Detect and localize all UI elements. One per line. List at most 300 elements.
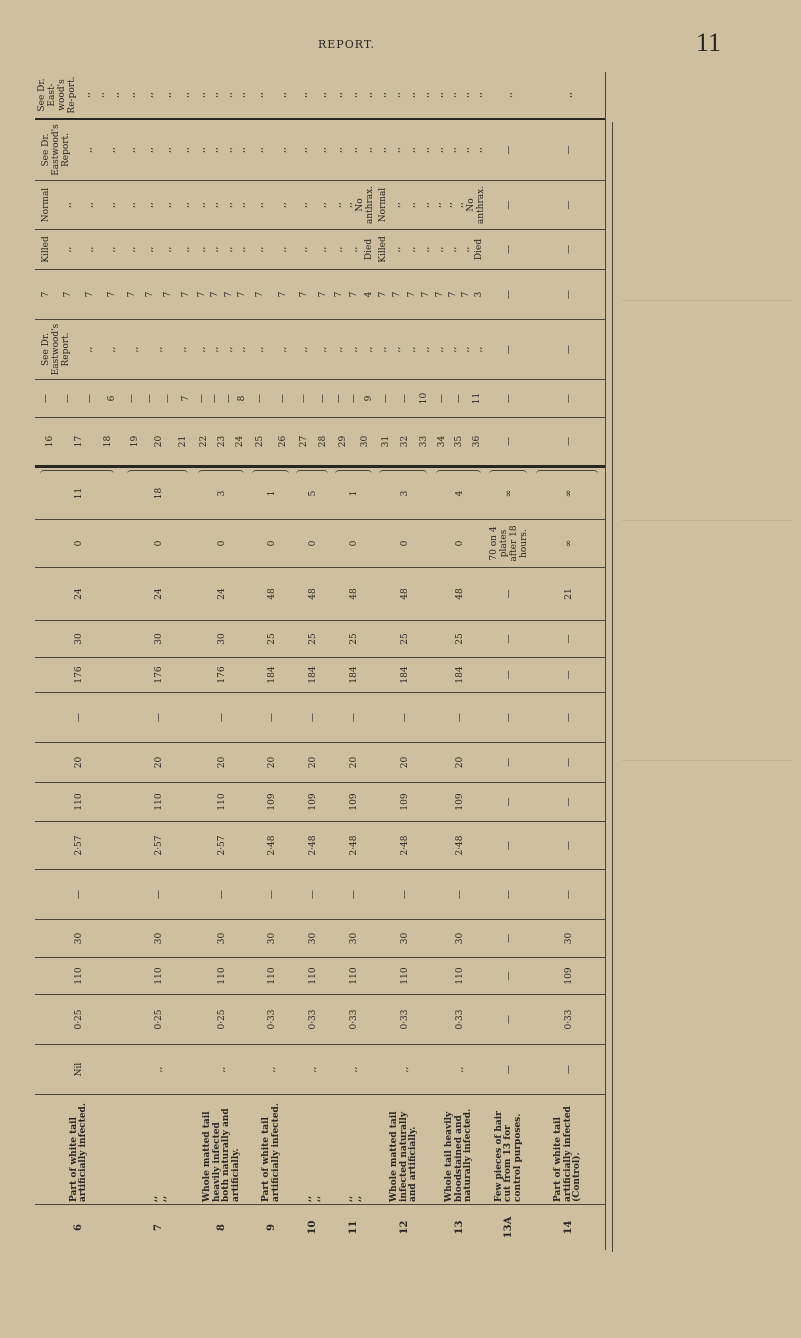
table-cell-c176 bbox=[376, 658, 433, 693]
cell-value: ,, bbox=[277, 346, 288, 353]
cell-value: ,, bbox=[348, 346, 359, 353]
cell-value: Whole matted tail infected naturally and artificially. bbox=[389, 1111, 419, 1202]
cell-value: 184 bbox=[266, 666, 277, 684]
table-cell-c110b bbox=[332, 958, 376, 995]
cell-value: ,, bbox=[196, 346, 207, 353]
table-cell-c20 bbox=[35, 743, 123, 783]
table-cell-brace bbox=[249, 468, 294, 520]
cell-value: Part of white tail artificially infected. bbox=[261, 1103, 281, 1202]
table-cell-brace bbox=[123, 468, 195, 520]
cell-value: 30 bbox=[154, 633, 164, 645]
table-cell-no bbox=[35, 1205, 123, 1250]
cell-value: Part of white tail artificially infected. bbox=[68, 1103, 88, 1202]
table-cell-killed bbox=[433, 230, 486, 270]
table-cell-dash bbox=[294, 380, 332, 418]
cell-value: 2·57 bbox=[154, 835, 164, 856]
cell-value: ,, bbox=[255, 346, 266, 353]
cell-value: ,, bbox=[348, 147, 359, 153]
cell-value: — bbox=[399, 713, 410, 722]
cell-value: 30 bbox=[308, 932, 318, 945]
cell-value: ,, bbox=[181, 246, 191, 253]
table-cell-dash2 bbox=[249, 693, 294, 743]
cell-value: — bbox=[145, 394, 155, 403]
cell-value: 30 bbox=[217, 932, 227, 945]
table-cell-dash2 bbox=[294, 693, 332, 743]
cell-value: 20 bbox=[266, 756, 277, 769]
cell-value: 176 bbox=[217, 666, 227, 684]
table-cell-no bbox=[123, 1205, 195, 1250]
table-cell-c110b bbox=[123, 958, 195, 995]
brace-mark bbox=[536, 470, 597, 475]
cell-value: 18 bbox=[103, 435, 114, 448]
cell-value: 25 bbox=[454, 633, 465, 645]
cell-value: No anthrax. bbox=[355, 185, 376, 225]
cell-value: 110 bbox=[154, 793, 164, 811]
cell-value: — bbox=[349, 890, 359, 899]
cell-value: 7 bbox=[223, 291, 234, 298]
table-cell-c176 bbox=[123, 658, 195, 693]
cell-value: ,, bbox=[127, 246, 137, 253]
cell-value: ,, bbox=[444, 202, 455, 208]
cell-value: 7 bbox=[85, 291, 95, 298]
cell-value: — bbox=[563, 713, 574, 722]
cell-value: 7 bbox=[196, 291, 207, 298]
table-cell-c7 bbox=[433, 270, 486, 320]
cell-value: — bbox=[563, 634, 574, 644]
cell-value: 0·25 bbox=[154, 1009, 164, 1030]
table-cell-zero bbox=[486, 520, 532, 568]
table-cell-dash2 bbox=[376, 693, 433, 743]
cell-value: ,, bbox=[461, 246, 472, 253]
cell-value: ,, bbox=[433, 202, 444, 208]
cell-value: ,, bbox=[392, 92, 403, 98]
table-cell-c30 bbox=[294, 621, 332, 658]
cell-value: 11 bbox=[74, 487, 84, 500]
table-cell-zero bbox=[249, 520, 294, 568]
table-cell-E1 bbox=[123, 72, 195, 120]
cell-value: ,, bbox=[255, 202, 266, 208]
cell-value: 20 bbox=[349, 756, 359, 769]
cell-value: ,, bbox=[447, 246, 458, 253]
table-cell-c7 bbox=[35, 270, 123, 320]
cell-value: ,, bbox=[127, 92, 137, 98]
cell-value: ,, bbox=[277, 147, 288, 153]
cell-value: ,, bbox=[298, 92, 309, 98]
cell-value: 7 bbox=[41, 291, 51, 298]
cell-value: 7 bbox=[255, 291, 266, 298]
table-cell-zero bbox=[376, 520, 433, 568]
table-cell-c20 bbox=[433, 743, 486, 783]
cell-value: 176 bbox=[74, 666, 84, 684]
cell-value: — bbox=[454, 713, 465, 722]
table-cell-dash3 bbox=[35, 870, 123, 920]
table-cell-E1 bbox=[294, 72, 332, 120]
cell-value: Died bbox=[363, 238, 374, 261]
cell-value: ,, bbox=[210, 147, 221, 153]
table-cell-dash3 bbox=[376, 870, 433, 920]
table-cell-nil bbox=[195, 1045, 249, 1095]
cell-value: — bbox=[563, 245, 574, 254]
cell-value: — bbox=[277, 394, 288, 403]
cell-value: — bbox=[196, 394, 207, 403]
cell-value: 24 bbox=[217, 588, 227, 600]
cell-value: ,, bbox=[223, 202, 234, 208]
cell-value: ,, bbox=[181, 147, 191, 153]
table-cell-c176 bbox=[249, 658, 294, 693]
table-cell-c025 bbox=[532, 995, 605, 1045]
cell-value: ,, bbox=[127, 202, 137, 208]
cell-value: 7 bbox=[378, 291, 389, 298]
cell-value: ,, bbox=[277, 202, 288, 208]
table-cell-c176 bbox=[433, 658, 486, 693]
table-cell-c7 bbox=[332, 270, 376, 320]
cell-value: 6 bbox=[107, 395, 117, 402]
cell-value: Few pieces of hair cut from 13 for control purposes. bbox=[493, 1111, 523, 1202]
cell-value: ,, bbox=[163, 246, 173, 253]
table-cell-c176 bbox=[486, 658, 532, 693]
table-cell-sub bbox=[532, 418, 605, 468]
cell-value: 8 bbox=[216, 1224, 227, 1231]
cell-value: ,, bbox=[353, 1195, 363, 1202]
table-cell-killed bbox=[532, 230, 605, 270]
cell-value: 176 bbox=[154, 666, 164, 684]
cell-value: ,, bbox=[127, 147, 137, 153]
cell-value: 24 bbox=[235, 435, 245, 448]
table-cell-dash2 bbox=[433, 693, 486, 743]
cell-value: — bbox=[154, 713, 164, 722]
cell-value: ,, bbox=[145, 147, 155, 153]
table-cell-c110a bbox=[433, 783, 486, 822]
cell-value: ,, bbox=[154, 1066, 164, 1073]
table-cell-c110b bbox=[35, 958, 123, 995]
table-cell-nil bbox=[123, 1045, 195, 1095]
cell-value: — bbox=[563, 841, 574, 850]
cell-value: ,, bbox=[237, 246, 248, 253]
table-cell-E3 bbox=[532, 320, 605, 380]
table-cell-dash3 bbox=[249, 870, 294, 920]
brace-mark bbox=[252, 470, 290, 475]
table-cell-no bbox=[532, 1205, 605, 1250]
cell-value: 30 bbox=[349, 932, 359, 945]
table-cell-E1 bbox=[376, 72, 433, 120]
table-cell-desc bbox=[376, 1095, 433, 1205]
cell-value: ,, bbox=[163, 202, 173, 208]
table-cell-c110b bbox=[195, 958, 249, 995]
cell-value: ,, bbox=[317, 147, 328, 153]
cell-value: 0·33 bbox=[454, 1009, 465, 1030]
table-cell-c30b bbox=[332, 920, 376, 958]
cell-value: — bbox=[504, 1065, 514, 1074]
table-cell-dash bbox=[433, 380, 486, 418]
cell-value: ,, bbox=[461, 346, 472, 353]
table-cell-zero bbox=[35, 520, 123, 568]
cell-value: ,, bbox=[334, 246, 345, 253]
cell-value: — bbox=[298, 394, 309, 403]
table-cell-normal bbox=[332, 181, 376, 230]
cell-value: 20 bbox=[399, 756, 410, 769]
cell-value: 9 bbox=[265, 1224, 277, 1231]
cell-value: 110 bbox=[308, 967, 318, 985]
cell-value: 0·25 bbox=[74, 1009, 84, 1030]
cell-value: ,, bbox=[145, 92, 155, 98]
table-cell-E2 bbox=[332, 120, 376, 181]
cell-value: — bbox=[504, 890, 514, 899]
cell-value: 25 bbox=[266, 633, 277, 645]
cell-value: ,, bbox=[237, 92, 248, 98]
table-cell-c257 bbox=[35, 822, 123, 870]
cell-value: — bbox=[504, 200, 514, 210]
cell-value: — bbox=[504, 290, 514, 299]
table-cell-sub bbox=[123, 418, 195, 468]
cell-value: Part of white tail artificially infected (Control). bbox=[553, 1106, 583, 1202]
cell-value: ,, bbox=[447, 92, 458, 98]
cell-value: 19 bbox=[130, 435, 140, 448]
cell-value: 109 bbox=[266, 793, 277, 811]
table-cell-c7 bbox=[486, 270, 532, 320]
cell-value: ,, bbox=[83, 346, 94, 353]
cell-value: ,, bbox=[474, 346, 485, 353]
cell-value: 7 bbox=[392, 291, 403, 298]
cell-value: — bbox=[504, 589, 514, 599]
brace-mark bbox=[489, 470, 528, 475]
cell-value: ,, bbox=[563, 92, 574, 98]
cell-value: — bbox=[504, 345, 514, 354]
table-cell-c025 bbox=[486, 995, 532, 1045]
cell-value: 3 bbox=[474, 291, 485, 298]
cell-value: 110 bbox=[349, 967, 359, 985]
table-cell-c24 bbox=[249, 568, 294, 621]
table-cell-c30 bbox=[486, 621, 532, 658]
cell-value: — bbox=[504, 670, 514, 680]
cell-value: 24 bbox=[154, 588, 164, 600]
cell-value: See Dr. Eastwood's Report. bbox=[41, 124, 72, 176]
table-cell-dash2 bbox=[332, 693, 376, 743]
cell-value: See Dr. Eastwood's Report. bbox=[41, 323, 72, 376]
cell-value: 28 bbox=[317, 435, 328, 448]
cell-value: 26 bbox=[277, 435, 288, 448]
cell-value: 0 bbox=[308, 540, 318, 547]
table-cell-c30b bbox=[532, 920, 605, 958]
cell-value: 110 bbox=[217, 967, 227, 985]
cell-value: ,, bbox=[312, 1195, 322, 1202]
cell-value: Whole matted tail heavily infected both naturally and artificially. bbox=[202, 1108, 241, 1202]
cell-value: 48 bbox=[454, 588, 465, 600]
table-cell-desc bbox=[332, 1095, 376, 1205]
table-cell-c20 bbox=[486, 743, 532, 783]
cell-value: ,, bbox=[302, 1195, 313, 1202]
cell-value: — bbox=[436, 394, 447, 403]
table-cell-c110a bbox=[486, 783, 532, 822]
cell-value: 110 bbox=[399, 967, 410, 985]
cell-value: ,, bbox=[363, 346, 374, 353]
cell-value: 7 bbox=[163, 291, 173, 298]
cell-value: — bbox=[317, 394, 328, 403]
cell-value: 21 bbox=[178, 435, 188, 448]
table-cell-c30 bbox=[35, 621, 123, 658]
cell-value: ,, bbox=[420, 246, 431, 253]
table-cell-normal bbox=[294, 181, 332, 230]
cell-value: 20 bbox=[217, 756, 227, 769]
table-cell-killed bbox=[486, 230, 532, 270]
cell-value: 7 bbox=[317, 291, 328, 298]
table-cell-dash3 bbox=[294, 870, 332, 920]
table-cell-E2 bbox=[123, 120, 195, 181]
cell-value: ,, bbox=[145, 246, 155, 253]
cell-value: 7 bbox=[298, 291, 309, 298]
table-cell-c30b bbox=[486, 920, 532, 958]
cell-value: 7 bbox=[210, 291, 221, 298]
table-cell-c30b bbox=[195, 920, 249, 958]
table-cell-E3 bbox=[294, 320, 332, 380]
cell-value: ,, bbox=[317, 92, 328, 98]
table-cell-c257 bbox=[532, 822, 605, 870]
cell-value: ,, bbox=[210, 202, 221, 208]
cell-value: 16 bbox=[44, 435, 55, 448]
table-cell-c025 bbox=[376, 995, 433, 1045]
cell-value: Whole tail heavily bloodstained and naturally infected. bbox=[444, 1108, 474, 1202]
cell-value: ,, bbox=[223, 346, 234, 353]
cell-value: ,, bbox=[308, 1066, 318, 1073]
cell-value: — bbox=[563, 394, 574, 403]
cell-value: 184 bbox=[308, 666, 318, 684]
cell-value: ,, bbox=[406, 346, 417, 353]
table-cell-dash2 bbox=[532, 693, 605, 743]
cell-value: — bbox=[348, 394, 359, 403]
cell-value: 0 bbox=[266, 540, 277, 547]
cell-value: ,, bbox=[420, 92, 431, 98]
table-cell-c30 bbox=[376, 621, 433, 658]
cell-value: ,, bbox=[392, 147, 403, 153]
table-cell-nil bbox=[532, 1045, 605, 1095]
table-cell-c30b bbox=[35, 920, 123, 958]
table-cell-brace bbox=[376, 468, 433, 520]
cell-value: ,, bbox=[363, 92, 374, 98]
cell-value: Nil bbox=[74, 1062, 84, 1077]
table-cell-c30 bbox=[249, 621, 294, 658]
table-cell-E2 bbox=[249, 120, 294, 181]
cell-value: 7 bbox=[237, 291, 248, 298]
table-cell-nil bbox=[294, 1045, 332, 1095]
cell-value: 2·48 bbox=[308, 835, 318, 856]
table-cell-c110a bbox=[532, 783, 605, 822]
table-cell-c110a bbox=[249, 783, 294, 822]
table-cell-c110a bbox=[294, 783, 332, 822]
cell-value: 7 bbox=[348, 291, 359, 298]
cell-value: ∞ bbox=[563, 539, 574, 548]
cell-value: 2·48 bbox=[266, 835, 277, 856]
cell-value: 109 bbox=[349, 793, 359, 811]
cell-value: ,, bbox=[181, 92, 191, 98]
table-cell-E1 bbox=[486, 72, 532, 120]
cell-value: 7 bbox=[447, 291, 458, 298]
table-cell-no bbox=[332, 1205, 376, 1250]
table-cell-zero bbox=[433, 520, 486, 568]
cell-value: 109 bbox=[563, 967, 574, 985]
cell-value: 20 bbox=[154, 756, 164, 769]
brace-mark bbox=[40, 470, 114, 475]
cell-value: ,, bbox=[196, 202, 207, 208]
cell-value: 0·33 bbox=[349, 1009, 359, 1030]
cell-value: — bbox=[454, 394, 465, 403]
cell-value: 1 bbox=[349, 490, 359, 497]
table-cell-c30 bbox=[123, 621, 195, 658]
cell-value: — bbox=[41, 394, 51, 403]
cell-value: — bbox=[308, 713, 318, 722]
cell-value: Died bbox=[474, 238, 485, 261]
cell-value: 109 bbox=[399, 793, 410, 811]
cell-value: 3 bbox=[399, 490, 410, 497]
cell-value: 7 bbox=[63, 291, 73, 298]
table-cell-c110b bbox=[294, 958, 332, 995]
cell-value: ,, bbox=[196, 246, 207, 253]
cell-value: 110 bbox=[74, 967, 84, 985]
cell-value: 17 bbox=[73, 435, 84, 448]
cell-value: ,, bbox=[255, 246, 266, 253]
cell-value: 11 bbox=[348, 1220, 359, 1235]
table-cell-normal bbox=[249, 181, 294, 230]
table-cell-c176 bbox=[35, 658, 123, 693]
cell-value: 30 bbox=[360, 435, 370, 448]
table-cell-c257 bbox=[123, 822, 195, 870]
cell-value: 48 bbox=[349, 588, 359, 600]
table-cell-no bbox=[486, 1205, 532, 1250]
cell-value: ,, bbox=[277, 92, 288, 98]
table-cell-c30b bbox=[433, 920, 486, 958]
cell-value: 30 bbox=[266, 932, 277, 945]
table-cell-c257 bbox=[376, 822, 433, 870]
cell-value: 48 bbox=[308, 588, 318, 600]
cell-value: 30 bbox=[217, 633, 227, 645]
table-cell-dash bbox=[486, 380, 532, 418]
table-cell-E2 bbox=[294, 120, 332, 181]
cell-value: 3 bbox=[217, 490, 227, 497]
table-cell-killed bbox=[294, 230, 332, 270]
table-cell-c24 bbox=[532, 568, 605, 621]
cell-value: 7 bbox=[127, 291, 137, 298]
table-cell-sub bbox=[486, 418, 532, 468]
table-cell-c025 bbox=[123, 995, 195, 1045]
cell-value: ,, bbox=[348, 246, 359, 253]
cell-value: ,, bbox=[298, 147, 309, 153]
brace-mark bbox=[198, 470, 243, 475]
cell-value: ,, bbox=[392, 346, 403, 353]
bleed-through-line bbox=[622, 520, 792, 521]
table-cell-killed bbox=[123, 230, 195, 270]
cell-value: 6 bbox=[73, 1224, 84, 1231]
cell-value: 35 bbox=[454, 435, 465, 448]
table-cell-normal bbox=[195, 181, 249, 230]
cell-value: 30 bbox=[399, 932, 410, 945]
table-cell-c7 bbox=[376, 270, 433, 320]
cell-value: ,, bbox=[298, 202, 309, 208]
experiment-results-table bbox=[35, 72, 606, 1250]
table-cell-sub bbox=[35, 418, 123, 468]
table-cell-no bbox=[376, 1205, 433, 1250]
table-cell-zero bbox=[532, 520, 605, 568]
cell-value: 7 bbox=[181, 395, 191, 402]
cell-value: ,, bbox=[63, 246, 73, 253]
cell-value: — bbox=[563, 797, 574, 807]
table-cell-c20 bbox=[532, 743, 605, 783]
cell-value: 25 bbox=[399, 633, 410, 645]
table-cell-dash2 bbox=[486, 693, 532, 743]
cell-value: ,, bbox=[255, 147, 266, 153]
cell-value: ,, bbox=[334, 147, 345, 153]
table-cell-E2 bbox=[195, 120, 249, 181]
cell-value: ,, bbox=[148, 1195, 159, 1202]
table-cell-c24 bbox=[486, 568, 532, 621]
cell-value: — bbox=[223, 394, 234, 403]
